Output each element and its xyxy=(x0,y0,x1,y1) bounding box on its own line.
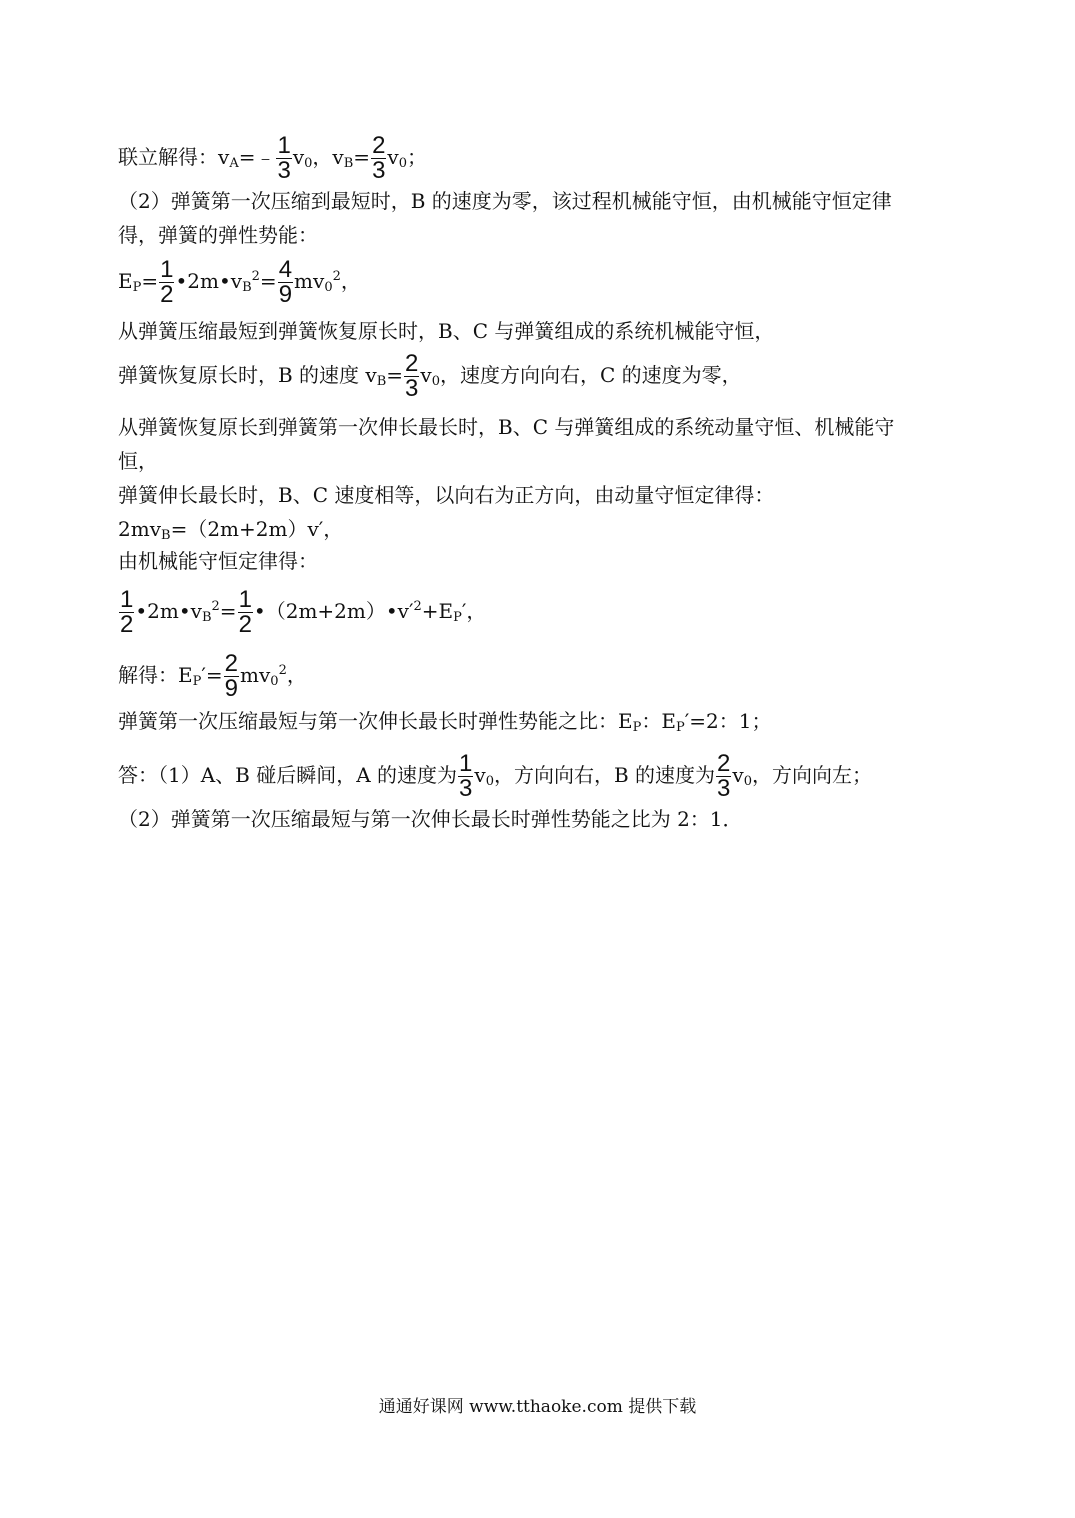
fraction: $\frac{2}{9}$ xyxy=(224,650,239,702)
line-part2-intro: （2）弹簧第一次压缩到最短时，B 的速度为零，该过程机械能守恒，由机械能守恒定律 xyxy=(118,189,892,213)
line-ep-prime: 解得：$E_P'=$ $\frac{2}{9}$ $mv_0^2$， xyxy=(118,650,307,702)
line-compress-to-restore: 从弹簧压缩最短到弹簧恢复原长时，B、C 与弹簧组成的系统机械能守恒， xyxy=(118,319,775,343)
line-elastic-energy: 得，弹簧的弹性势能： xyxy=(118,223,318,247)
line-answer-2: （2）弹簧第一次压缩最短与第一次伸长最长时弹性势能之比为 2：1． xyxy=(118,807,743,831)
line-solve-velocities: 联立解得：$v_A=﹣$ $\frac{1}{3}$ $v_0$，$v_B=$ $\frac{2}{3}$ $v_0$； xyxy=(118,132,428,184)
line-answer-1: 答：（1）A、B 碰后瞬间，A 的速度为 $\frac{1}{3}$ $v_0$，方向向右，B 的速度为 $\frac{2}{3}$ $v_0$，方向向左； xyxy=(118,750,872,802)
line-restore-velocity: 弹簧恢复原长时，B 的速度 $v_B=$ $\frac{2}{3}$ $v_0$，速度方向向右，C 的速度为零， xyxy=(118,350,742,402)
line-conserved: 恒， xyxy=(118,449,158,473)
line-energy-ratio: 弹簧第一次压缩最短与第一次伸长最长时弹性势能之比：$E_P$：$E_P'=2$：1； xyxy=(118,709,772,735)
fraction: $\frac{1}{2}$ xyxy=(160,256,174,308)
page-footer: 通通好课网 www.tthaoke.com 提供下载 xyxy=(378,1397,697,1417)
line-max-extension: 弹簧伸长最长时，B、C 速度相等，以向右为正方向，由动量守恒定律得： xyxy=(118,483,775,507)
line-momentum-equation: $2mv_B=(2m+2m)v'$， xyxy=(118,517,344,543)
fraction: $\frac{2}{3}$ xyxy=(717,750,731,802)
fraction: $\frac{4}{9}$ xyxy=(278,256,293,308)
line-energy-law: 由机械能守恒定律得： xyxy=(118,549,318,573)
fraction: $\frac{1}{2}$ xyxy=(120,586,134,638)
fraction: $\frac{1}{3}$ xyxy=(277,132,291,184)
fraction: $\frac{2}{3}$ xyxy=(405,350,419,402)
fraction: $\frac{2}{3}$ xyxy=(372,132,386,184)
fraction: $\frac{1}{2}$ xyxy=(238,586,252,638)
line-ep-equation: $E_P=$ $\frac{1}{2}$ $•2m•v_B^2=$ $\frac{4}{9}$ $mv_0^2$， xyxy=(118,256,361,308)
line-restore-to-extend: 从弹簧恢复原长到弹簧第一次伸长最长时，B、C 与弹簧组成的系统动量守恒、机械能守 xyxy=(118,415,895,439)
line-energy-equation: $\frac{1}{2}$ $•2m•v_B^2=$ $\frac{1}{2}$ $•(2m+2m)•v'^2+E_P'$， xyxy=(120,586,487,638)
fraction: $\frac{1}{3}$ xyxy=(459,750,473,802)
